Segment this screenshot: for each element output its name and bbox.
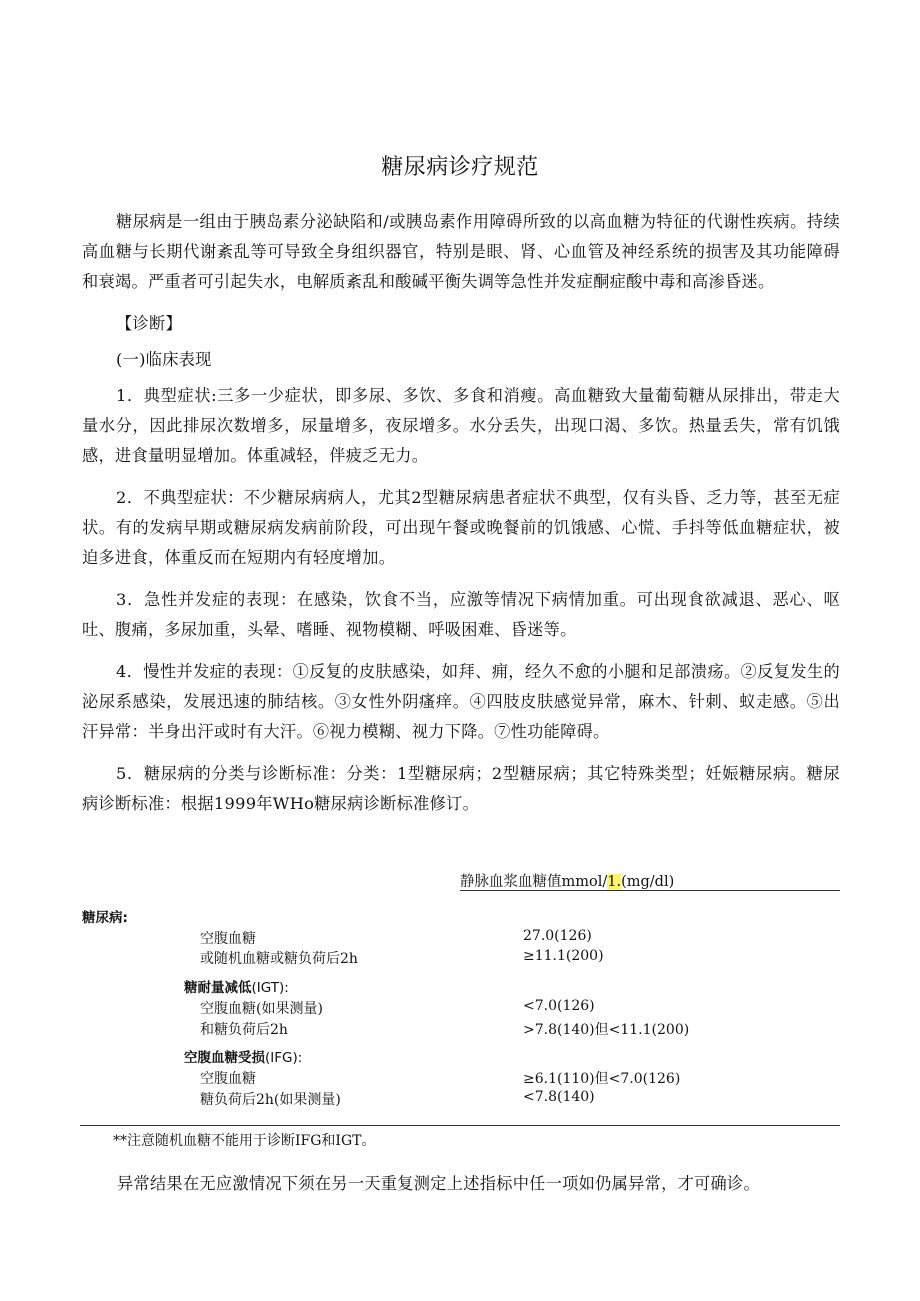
body-text [82, 207, 840, 831]
table-header [460, 870, 840, 891]
group-name: 糖耐量减低 [184, 980, 252, 996]
row-value: <7.8(140) [523, 1089, 595, 1105]
item-paragraph: 5．糖尿病的分类与诊断标准：分类：1型糖尿病；2型糖尿病；其它特殊类型；妊娠糖尿病。糖尿病诊断标准：根据1999年WHo糖尿病诊断标准修订。 [82, 764, 840, 813]
intro-paragraph: 糖尿病是一组由于胰岛素分泌缺陷和/或胰岛素作用障碍所致的以高血糖为特征的代谢性疾病。持续高血糖与长期代谢紊乱等可导致全身组织器官，特别是眼、肾、心血管及神经系统的损害及其功能障碍和衰竭。严重者可引起失水，电解质紊乱和酸碱平衡失调等急性并发症酮症酸中毒和高渗昏迷。 [82, 212, 840, 291]
group-name-suffix: (IFG): [265, 1050, 303, 1066]
row-value: 27.0(126) [523, 928, 592, 944]
group-name-suffix: (IGT): [251, 980, 289, 996]
group-name: 糖尿病: [82, 910, 128, 926]
table-header-highlight: 1. [607, 874, 622, 890]
row-label: 空腹血糖 [200, 1071, 256, 1087]
row-value: ≥6.1(110)但<7.0(126) [523, 1071, 681, 1087]
row-value: <7.0(126) [523, 998, 595, 1014]
document-title: 糖尿病诊疗规范 [381, 155, 539, 180]
group-heading-igt [184, 976, 289, 996]
row-value: >7.8(140)但<11.1(200) [523, 1022, 690, 1038]
table-bottom-rule [80, 1125, 840, 1126]
section-heading: 【诊断】 [116, 314, 182, 333]
row-label: 糖负荷后2h(如果测量) [200, 1092, 341, 1108]
row-label: 或随机血糖或糖负荷后2h [200, 951, 358, 967]
table-header-prefix: 静脉血浆血糖值mmol/ [460, 874, 608, 890]
subsection-heading: (一)临床表现 [116, 350, 212, 369]
group-heading-diabetes [82, 906, 128, 926]
closing-paragraph: 异常结果在无应激情况下须在另一天重复测定上述指标中任一项如仍属异常，才可确诊。 [117, 1174, 761, 1193]
item-paragraph: 4．慢性并发症的表现：①反复的皮肤感染，如拜、痈，经久不愈的小腿和足部溃疡。②反复发生的泌尿系感染，发展迅速的肺结核。③女性外阴瘙痒。④四肢皮肤感觉异常，麻木、针刺、蚁走感。⑤出汗异常：半身出汗或时有大汗。⑥视力模糊、视力下降。⑦性功能障碍。 [82, 662, 840, 741]
row-label: 和糖负荷后2h [200, 1022, 288, 1038]
table-note: **注意随机血糖不能用于诊断IFG和IGT。 [113, 1133, 376, 1149]
group-name: 空腹血糖受损 [184, 1050, 265, 1066]
row-value: ≥11.1(200) [523, 948, 604, 964]
table-header-suffix: (mg/dl) [621, 874, 675, 890]
row-label: 空腹血糖(如果测量) [200, 1001, 323, 1017]
row-label: 空腹血糖 [200, 931, 256, 947]
item-paragraph: 1．典型症状:三多一少症状，即多尿、多饮、多食和消瘦。高血糖致大量葡萄糖从尿排出，带走大量水分，因此排尿次数增多，尿量增多，夜尿增多。水分丢失，出现口渴、多饮。热量丢失，常有饥饿感，进食量明显增加。体重减轻，伴疲乏无力。 [82, 386, 840, 465]
group-heading-ifg [184, 1046, 302, 1066]
item-paragraph: 3．急性并发症的表现：在感染，饮食不当，应激等情况下病情加重。可出现食欲减退、恶心、呕吐、腹痛，多尿加重，头晕、嗜睡、视物模糊、呼吸困难、昏迷等。 [82, 590, 840, 639]
item-paragraph: 2．不典型症状：不少糖尿病病人，尤其2型糖尿病患者症状不典型，仅有头昏、乏力等，甚至无症状。有的发病早期或糖尿病发病前阶段，可出现午餐或晚餐前的饥饿感、心慌、手抖等低血糖症状，被迫多进食，体重反而在短期内有轻度增加。 [82, 488, 840, 567]
